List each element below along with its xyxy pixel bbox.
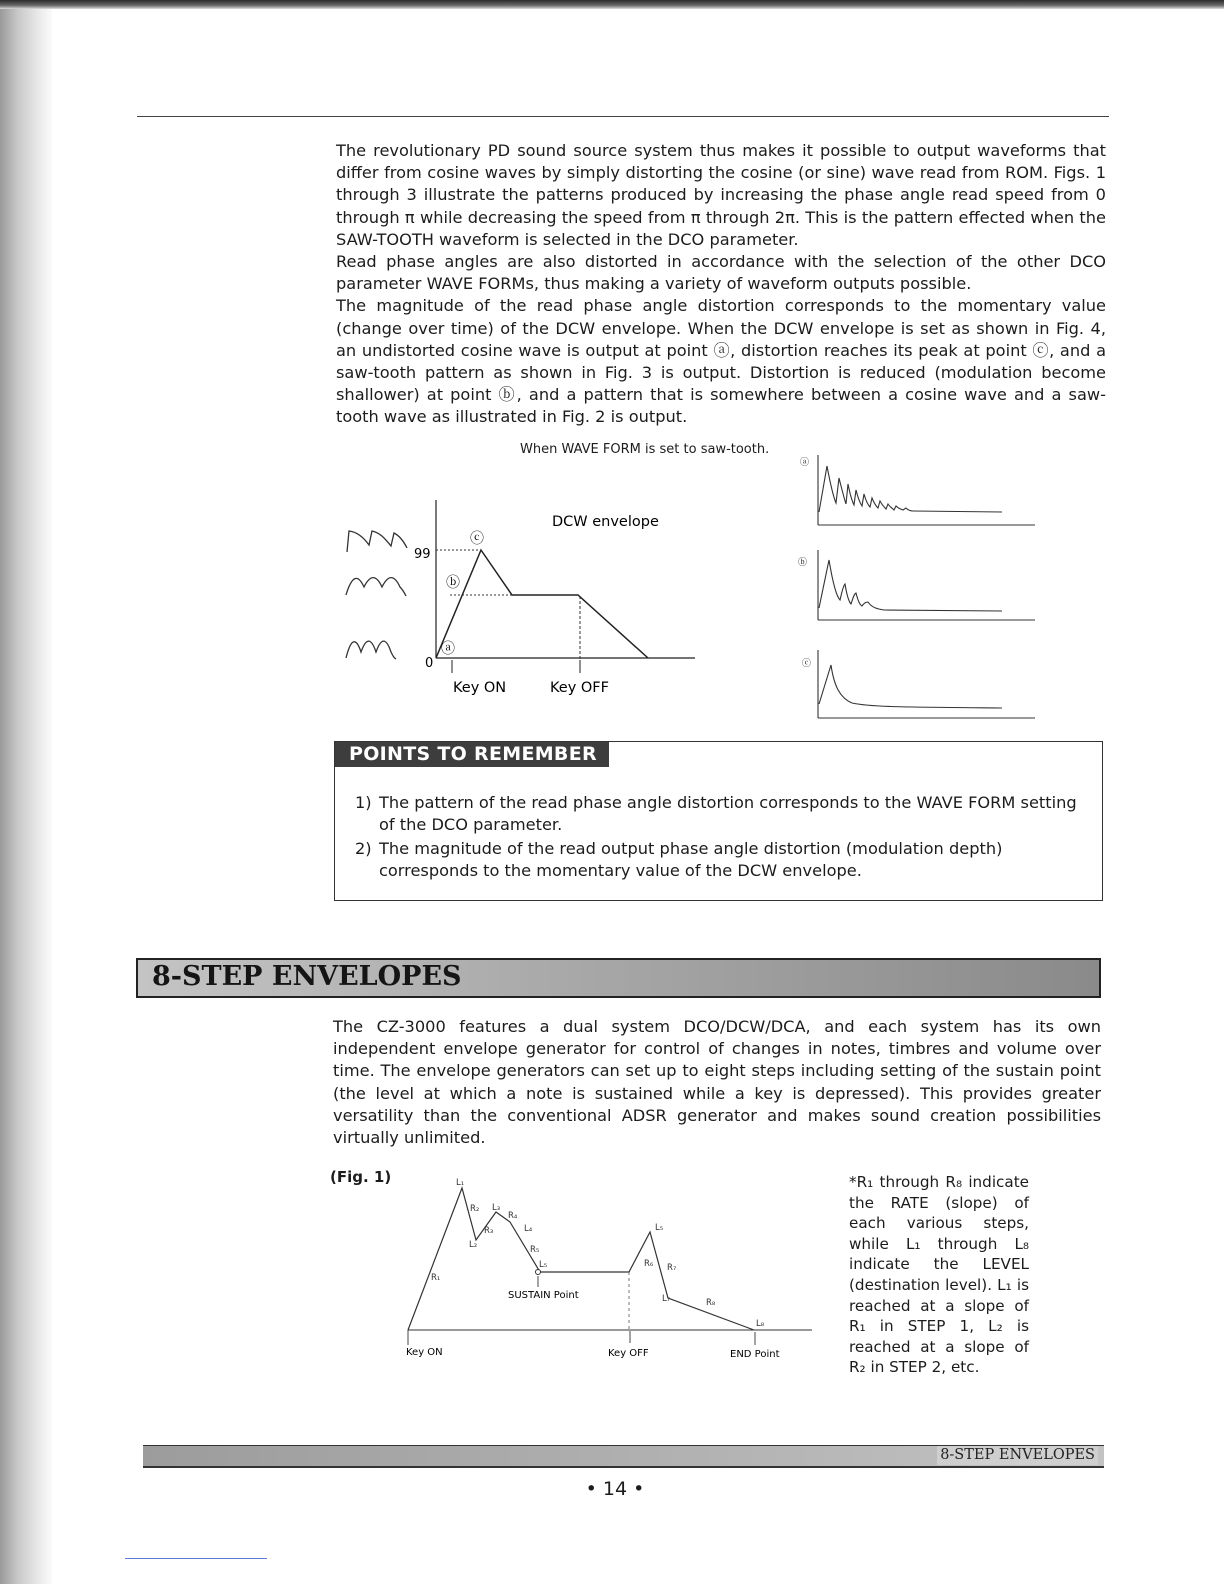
footer-bar	[143, 1445, 1104, 1468]
label-r2: R₂	[470, 1204, 480, 1214]
output-b-marker: ⓑ	[798, 558, 808, 568]
list-item-number: 1)	[355, 793, 372, 812]
bottom-blue-line	[125, 1558, 267, 1559]
list-item-number: 2)	[355, 839, 372, 858]
point-c-label: ⓒ	[470, 531, 484, 547]
section-body: The CZ-3000 features a dual system DCO/DCW/DCA, and each system has its own independent envelope generator for control of changes in notes, timbres and volume over time. The envelope generators can set up to eight steps including setting of the sustain point (the level at which a note is sustained while a key is depressed). This provides greater versatility than the conventional ADSR generator and makes sound creation possibilities virtually unlimited.	[333, 1017, 1101, 1148]
fig1-end-point-label: END Point	[730, 1349, 780, 1360]
label-l5: L₅	[539, 1260, 548, 1270]
intro-paragraph-2: Read phase angles are also distorted in accordance with the selection of the other DCO parameter WAVE FORMs, thus making a variety of waveform outputs possible.	[336, 252, 1106, 294]
sustain-point-label: SUSTAIN Point	[508, 1290, 579, 1301]
footer-section-label: 8-STEP ENVELOPES	[937, 1446, 1098, 1465]
intro-paragraph-3: The magnitude of the read phase angle distortion corresponds to the momentary value (change over time) of the DCW envelope. When the DCW envelope is set as shown in Fig. 4, an undistorted cosine wave is output at point ⓐ, distortion reaches its peak at point ⓒ, and a saw-tooth pattern as shown in Fig. 3 is output. Distortion is reduced (modulation become shallower) at point ⓑ, and a pattern that is somewhere between a cosine wave and a saw-tooth wave as illustrated in Fig. 2 is output.	[336, 296, 1106, 427]
eight-step-envelope-line	[408, 1188, 754, 1330]
points-to-remember-title: POINTS TO REMEMBER	[335, 742, 609, 767]
page-number: • 14 •	[585, 1478, 645, 1500]
label-l1: L₁	[456, 1178, 465, 1188]
label-r5: R₅	[530, 1245, 540, 1255]
label-l4: L₄	[524, 1224, 533, 1234]
label-l8: L₈	[756, 1319, 765, 1329]
label-l2: L₂	[469, 1240, 478, 1250]
label-l6: L₅	[655, 1223, 664, 1233]
list-item-text: The pattern of the read phase angle distortion corresponds to the WAVE FORM setting of the DCO parameter.	[379, 793, 1077, 834]
label-r6: R₆	[644, 1259, 654, 1269]
output-a-marker: ⓐ	[800, 458, 810, 468]
label-r1: R₁	[431, 1273, 441, 1283]
list-item-text: The magnitude of the read output phase angle distortion (modulation depth) corresponds to the momentary value of the DCW envelope.	[379, 839, 1003, 880]
level-99-label: 99	[414, 547, 431, 562]
point-a-label: ⓐ	[441, 641, 455, 657]
figure-caption: When WAVE FORM is set to saw-tooth.	[520, 442, 770, 457]
sustain-point-marker	[536, 1270, 541, 1275]
label-l7: L₇	[662, 1294, 671, 1304]
section-title: 8-STEP ENVELOPES	[152, 961, 462, 992]
level-0-label: 0	[425, 656, 434, 671]
label-r3: R₃	[484, 1226, 494, 1236]
label-r8: R₈	[706, 1298, 716, 1308]
label-r4: R₄	[508, 1211, 518, 1221]
key-off-label: Key OFF	[550, 680, 609, 696]
point-b-label: ⓑ	[446, 575, 460, 591]
output-c-marker: ⓒ	[802, 659, 812, 669]
intro-paragraph-1: The revolutionary PD sound source system thus makes it possible to output waveforms that differ from cosine waves by simply distorting the cosine (or sine) wave read from ROM. Figs. 1 through 3 illustrate the patterns produced by increasing the phase angle read speed from 0 through π while decreasing the speed from π through 2π. This is the pattern effected when the SAW-TOOTH waveform is selected in the DCO parameter.	[336, 141, 1106, 249]
label-r7: R₇	[667, 1263, 677, 1273]
key-on-label: Key ON	[453, 680, 507, 696]
fig1-side-note: *R₁ through R₈ indicate the RATE (slope) of each various steps, while L₁ through L₈ indicate the LEVEL (destination level). L₁ is reached at a slope of R₁ in STEP 1, L₂ is reached at a slope of R₂ in STEP 2, etc.	[849, 1173, 1029, 1377]
dcw-envelope-label: DCW envelope	[552, 514, 659, 530]
fig1-label: (Fig. 1)	[330, 1168, 392, 1186]
fig1-key-on-label: Key ON	[406, 1347, 443, 1358]
label-l3: L₃	[492, 1203, 501, 1213]
fig1-key-off-label: Key OFF	[608, 1348, 649, 1359]
